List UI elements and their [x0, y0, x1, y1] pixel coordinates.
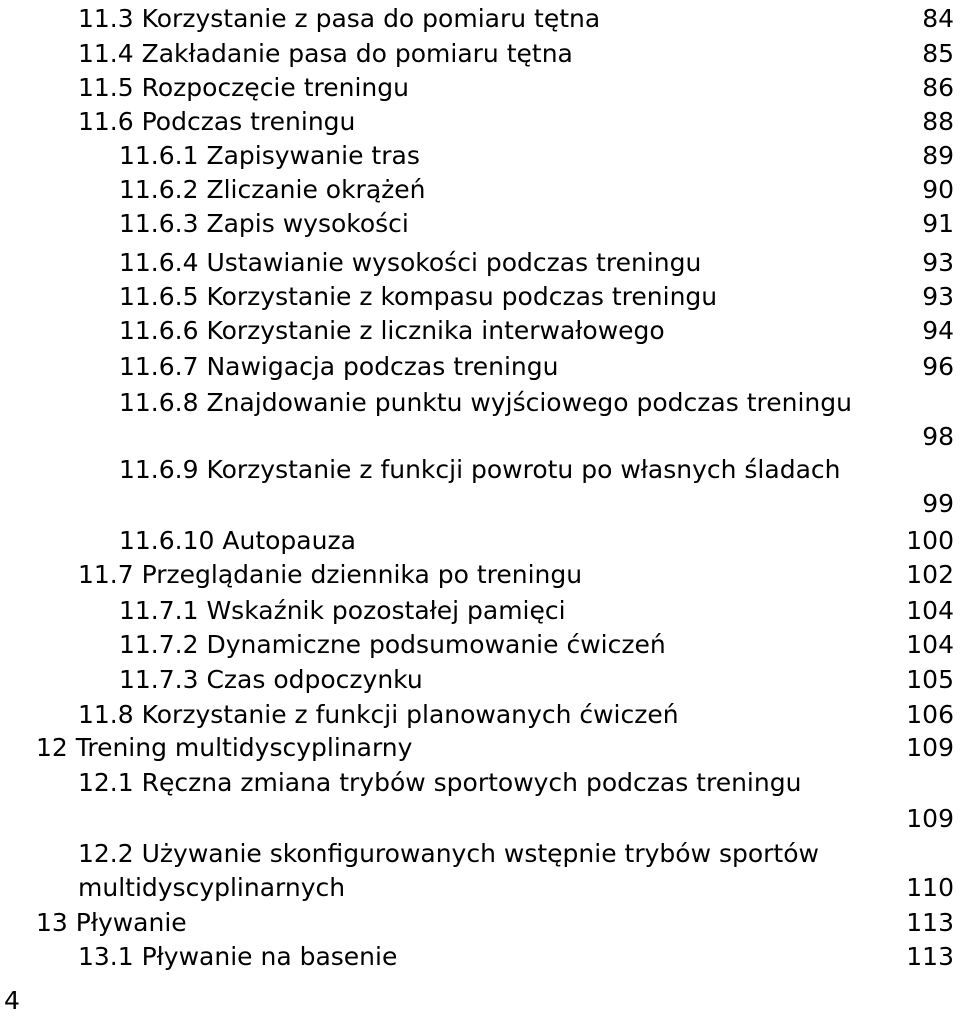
toc-page-number: 96 — [922, 352, 954, 381]
toc-entry[interactable] — [119, 350, 954, 384]
toc-entry-title: 11.6 Podczas treningu — [78, 107, 356, 136]
toc-entry[interactable] — [78, 71, 954, 105]
toc-page-number: 98 — [922, 422, 954, 451]
toc-entry[interactable] — [36, 906, 954, 940]
toc-page-number: 93 — [922, 282, 954, 311]
toc-entry-title: 11.6.7 Nawigacja podczas treningu — [119, 352, 559, 381]
toc-entry[interactable] — [119, 280, 954, 314]
toc-page-number: 94 — [922, 316, 954, 345]
toc-entry-continuation[interactable] — [78, 871, 954, 905]
toc-entry-title: 11.6.1 Zapisywanie tras — [119, 141, 420, 170]
toc-entry-title: 11.6.3 Zapis wysokości — [119, 209, 409, 238]
toc-page-number: 86 — [922, 73, 954, 102]
toc-entry-continuation[interactable] — [78, 802, 954, 836]
toc-entry[interactable] — [78, 2, 954, 36]
toc-entry[interactable] — [78, 558, 954, 592]
toc-entry-title: 11.4 Zakładanie pasa do pomiaru tętna — [78, 39, 573, 68]
toc-entry[interactable] — [119, 139, 954, 173]
toc-entry-title: 11.7.1 Wskaźnik pozostałej pamięci — [119, 596, 566, 625]
toc-entry-title: 13.1 Pływanie na basenie — [78, 942, 398, 971]
toc-entry[interactable] — [78, 105, 954, 139]
toc-entry-title-line[interactable] — [119, 386, 852, 420]
toc-entry-title: 11.6.10 Autopauza — [119, 526, 356, 555]
toc-entry-title: 11.6.6 Korzystanie z licznika interwałowego — [119, 316, 665, 345]
toc-entry[interactable] — [119, 594, 954, 628]
toc-page-number: 85 — [922, 39, 954, 68]
toc-entry-title: 11.7.3 Czas odpoczynku — [119, 665, 423, 694]
toc-entry-title: 11.3 Korzystanie z pasa do pomiaru tętna — [78, 4, 601, 33]
toc-entry[interactable] — [78, 940, 954, 974]
toc-entry-title: 12.1 Ręczna zmiana trybów sportowych podczas treningu — [78, 768, 802, 797]
toc-page-number: 89 — [922, 141, 954, 170]
toc-page-number: 90 — [922, 175, 954, 204]
toc-page-number: 109 — [906, 804, 954, 833]
page-number-footer: 4 — [4, 986, 20, 1015]
toc-page-number: 88 — [922, 107, 954, 136]
toc-page-number: 113 — [906, 942, 954, 971]
toc-page-number: 105 — [906, 665, 954, 694]
toc-entry[interactable] — [119, 314, 954, 348]
toc-page-number: 100 — [906, 526, 954, 555]
toc-entry[interactable] — [78, 37, 954, 71]
toc-entry[interactable] — [119, 663, 954, 697]
toc-entry-title-line[interactable] — [119, 453, 840, 487]
toc-entry[interactable] — [119, 524, 954, 558]
toc-entry[interactable] — [119, 628, 954, 662]
toc-entry-title-line[interactable] — [78, 766, 801, 800]
toc-entry-continuation[interactable] — [119, 420, 954, 454]
toc-page-number: 113 — [906, 908, 954, 937]
toc-page-number: 104 — [906, 596, 954, 625]
toc-entry-title: 11.6.5 Korzystanie z kompasu podczas treningu — [119, 282, 718, 311]
toc-entry-title: 11.8 Korzystanie z funkcji planowanych ćwiczeń — [78, 700, 679, 729]
toc-page-number: 91 — [922, 209, 954, 238]
toc-entry-title: 12 Trening multidyscyplinarny — [36, 733, 413, 762]
toc-page-number: 104 — [906, 630, 954, 659]
toc-page-number: 102 — [906, 560, 954, 589]
toc-page-number: 106 — [906, 700, 954, 729]
toc-entry[interactable] — [78, 698, 954, 732]
toc-page-number: 93 — [922, 248, 954, 277]
toc-entry-title: 11.6.4 Ustawianie wysokości podczas treningu — [119, 248, 702, 277]
toc-entry[interactable] — [119, 246, 954, 280]
toc-entry-title: 11.6.8 Znajdowanie punktu wyjściowego podczas treningu — [119, 388, 852, 417]
toc-entry-title-line[interactable] — [78, 837, 819, 871]
toc-entry-title-continued: multidyscyplinarnych — [78, 873, 346, 902]
toc-entry-title: 12.2 Używanie skonfigurowanych wstępnie trybów sportów — [78, 839, 819, 868]
toc-entry-title: 11.5 Rozpoczęcie treningu — [78, 73, 409, 102]
toc-entry-title: 11.6.2 Zliczanie okrążeń — [119, 175, 426, 204]
toc-entry-continuation[interactable] — [119, 487, 954, 521]
toc-entry[interactable] — [119, 173, 954, 207]
toc-page-number: 99 — [922, 489, 954, 518]
toc-entry[interactable] — [36, 731, 954, 765]
toc-page-number: 109 — [906, 733, 954, 762]
toc-entry-title: 11.7.2 Dynamiczne podsumowanie ćwiczeń — [119, 630, 666, 659]
toc-entry-title: 13 Pływanie — [36, 908, 187, 937]
toc-entry-title: 11.6.9 Korzystanie z funkcji powrotu po własnych śladach — [119, 455, 841, 484]
toc-page-number: 110 — [906, 873, 954, 902]
toc-entry-title: 11.7 Przeglądanie dziennika po treningu — [78, 560, 583, 589]
toc-page-number: 84 — [922, 4, 954, 33]
toc-entry[interactable] — [119, 207, 954, 241]
